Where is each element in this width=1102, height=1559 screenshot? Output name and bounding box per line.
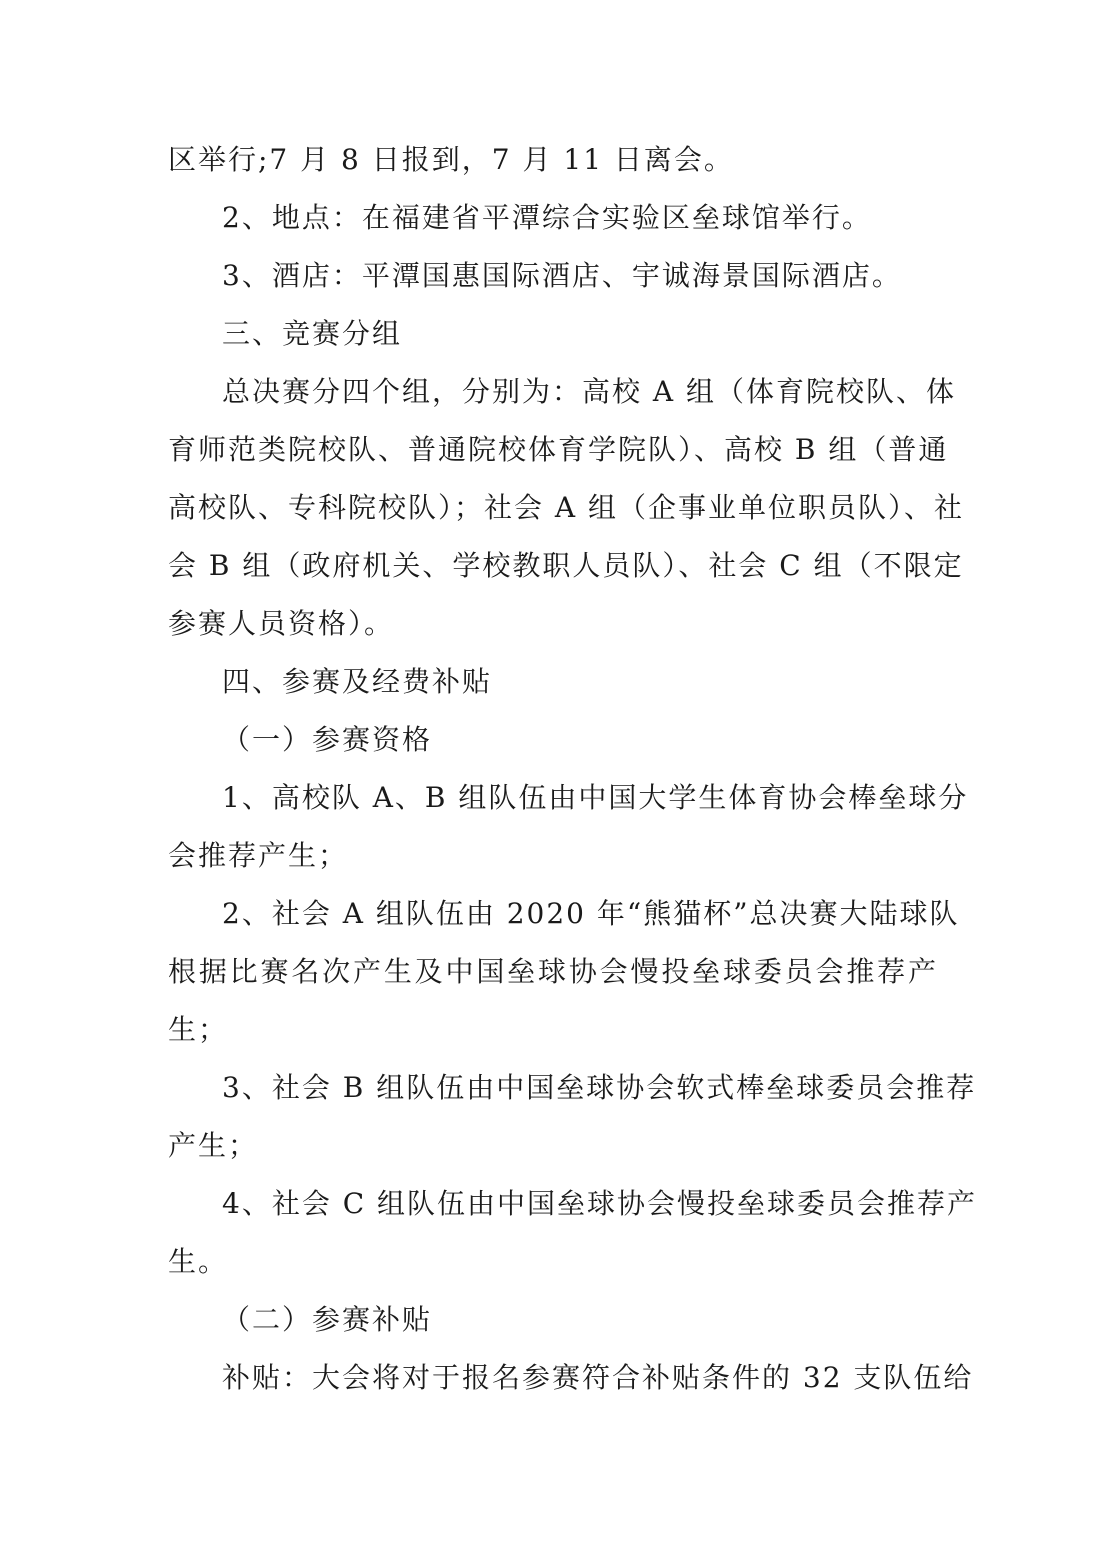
eligibility-item-4-line-1: 4、社会 C 组队伍由中国垒球协会慢投垒球委员会推荐产 xyxy=(222,1187,978,1220)
paragraph-groups-line-3: 高校队、专科院校队）；社会 A 组（企事业单位职员队）、社 xyxy=(168,491,965,524)
eligibility-item-2-line-3: 生； xyxy=(168,1013,229,1046)
eligibility-item-2-line-1: 2、社会 A 组队伍由 2020 年“熊猫杯”总决赛大陆球队 xyxy=(222,897,960,930)
section-heading-participation: 四、参赛及经费补贴 xyxy=(222,665,493,698)
eligibility-item-1-line-1: 1、高校队 A、B 组队伍由中国大学生体育协会棒垒球分 xyxy=(222,781,969,814)
paragraph-subsidy-line-1: 补贴：大会将对于报名参赛符合补贴条件的 32 支队伍给 xyxy=(222,1361,974,1394)
eligibility-item-1-line-2: 会推荐产生； xyxy=(168,839,349,872)
section-heading-groups: 三、竞赛分组 xyxy=(222,317,403,350)
subsection-heading-eligibility: （一）参赛资格 xyxy=(222,723,433,756)
eligibility-item-4-line-2: 生。 xyxy=(168,1245,229,1278)
eligibility-item-3-line-1: 3、社会 B 组队伍由中国垒球协会软式棒垒球委员会推荐 xyxy=(222,1071,977,1104)
paragraph-groups-line-2: 育师范类院校队、普通院校体育学院队）、高校 B 组（普通 xyxy=(168,433,949,466)
paragraph-groups-line-5: 参赛人员资格）。 xyxy=(168,607,395,640)
paragraph-groups-line-4: 会 B 组（政府机关、学校教职人员队）、社会 C 组（不限定 xyxy=(168,549,964,582)
eligibility-item-3-line-2: 产生； xyxy=(168,1129,259,1162)
paragraph-line-continuation: 区举行;7 月 8 日报到，7 月 11 日离会。 xyxy=(168,143,734,176)
paragraph-groups-line-1: 总决赛分四个组，分别为：高校 A 组（体育院校队、体 xyxy=(222,375,957,408)
eligibility-item-2-line-2: 根据比赛名次产生及中国垒球协会慢投垒球委员会推荐产 xyxy=(168,955,938,988)
subsection-heading-subsidy: （二）参赛补贴 xyxy=(222,1303,433,1336)
item-hotel: 3、酒店：平潭国惠国际酒店、宇诚海景国际酒店。 xyxy=(222,259,902,292)
item-venue: 2、地点：在福建省平潭综合实验区垒球馆举行。 xyxy=(222,201,872,234)
